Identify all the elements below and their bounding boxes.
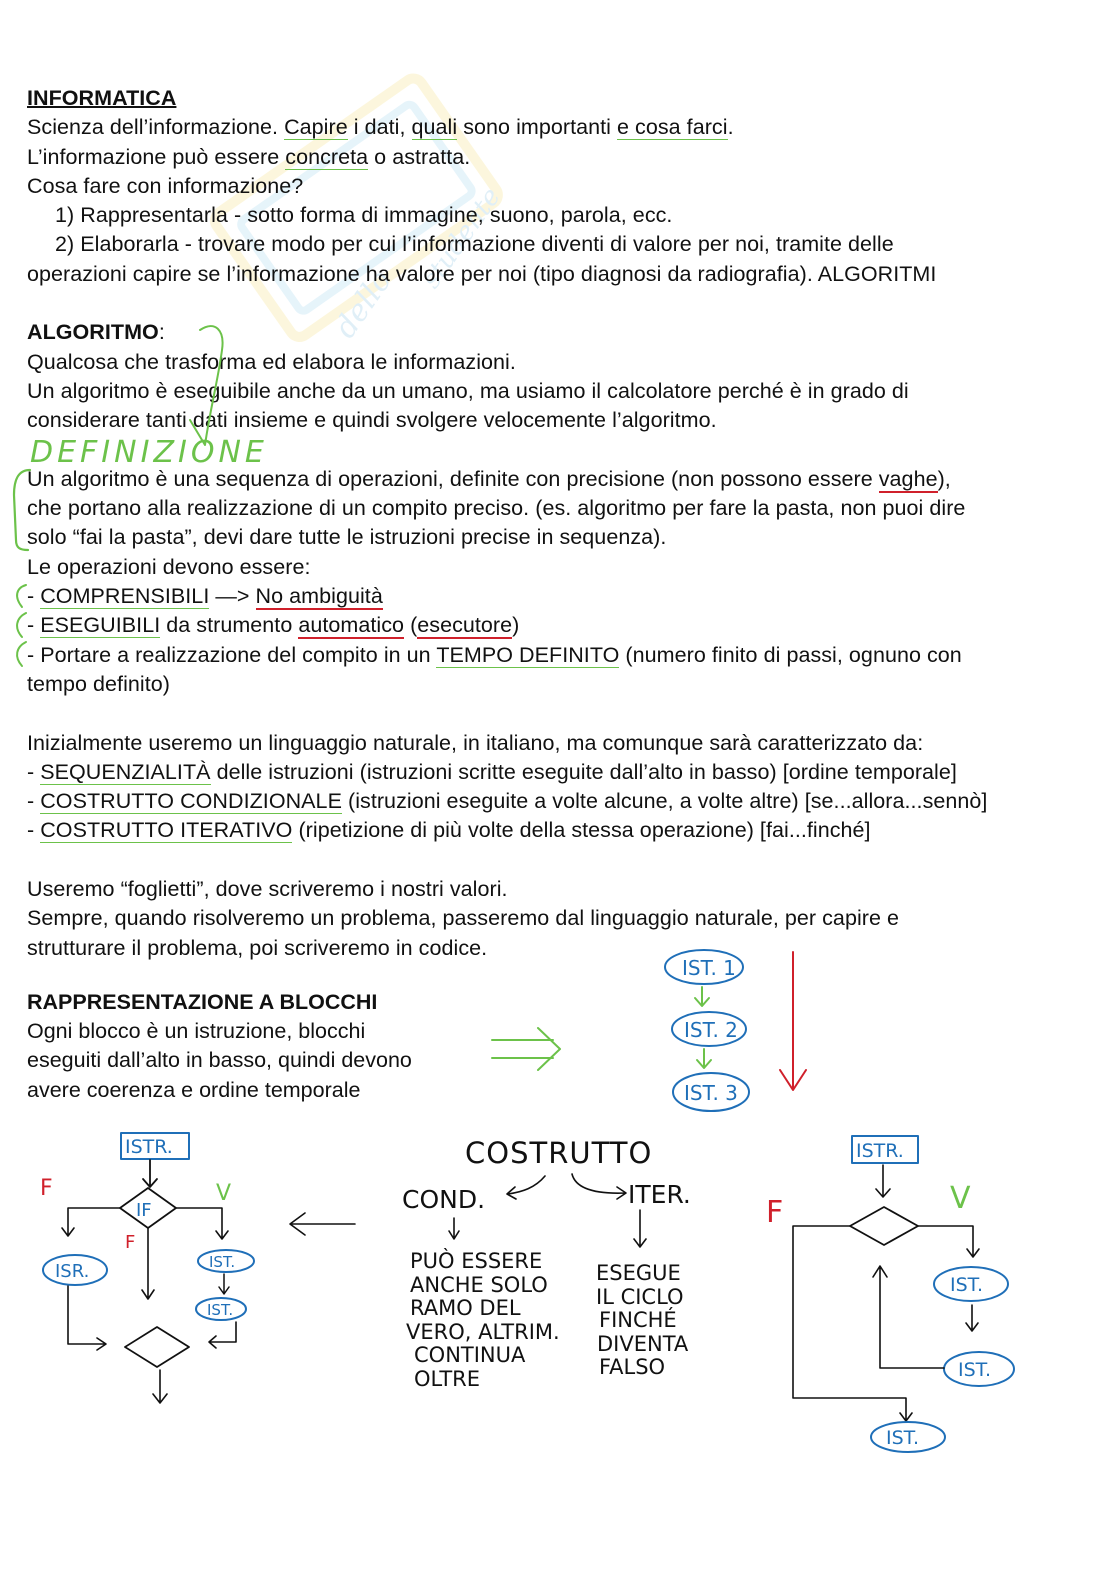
cond-label: COND. — [402, 1185, 486, 1214]
f-label: F — [40, 1176, 53, 1201]
cond-note-line: VERO, ALTRIM. — [406, 1320, 560, 1344]
arrow-down-icon — [697, 1049, 711, 1068]
f-label: F — [766, 1195, 784, 1230]
v-label: V — [216, 1181, 232, 1206]
check-mark-icon — [190, 326, 223, 445]
ist-2-label: IST. 2 — [684, 1018, 738, 1042]
istr-label: ISTR. — [125, 1136, 173, 1158]
blocchi-description: Ogni blocco è un istruzione, blocchi eseguiti dall’alto in basso, quindi devono avere coerenza e ordine temporale — [27, 1019, 412, 1102]
arrow-left-icon — [290, 1213, 355, 1235]
iter-note-line: IL CICLO — [596, 1285, 684, 1309]
line-definizione-2: che portano alla realizzazione di un compito preciso. (es. algoritmo per fare la pasta, non puoi dire — [27, 496, 966, 521]
iter-note-line: DIVENTA — [597, 1332, 689, 1356]
line-eseguibile: Un algoritmo è eseguibile anche da un umano, ma usiamo il calcolatore perché è in grado di — [27, 378, 909, 403]
bracket-list-2 — [17, 613, 26, 637]
bracket-list-1 — [17, 585, 26, 607]
line-trasforma: Qualcosa che trasforma ed elabora le informazioni. — [27, 349, 516, 374]
arrow-down-icon — [695, 987, 709, 1006]
cond-note-line: ANCHE SOLO — [410, 1273, 548, 1297]
list-item-elaborarla-cont: operazioni capire se l’informazione ha valore per noi (tipo diagnosi da radiografia). ALGORITMI — [27, 261, 937, 286]
list-item-comprensibili: - COMPRENSIBILI —> No ambiguità — [27, 584, 383, 609]
double-arrow-icon — [492, 1028, 560, 1070]
ist-label: IST. — [950, 1274, 984, 1296]
line-scienza: Scienza dell’informazione. Capire i dati, quali sono importanti e cosa farci. — [27, 115, 734, 140]
bracket-list-3 — [17, 642, 26, 666]
line-sempre: Sempre, quando risolveremo un problema, passeremo dal linguaggio naturale, per capire e — [27, 906, 900, 931]
iterative-flowchart — [766, 1136, 1014, 1452]
costrutto-notes — [402, 1136, 691, 1391]
title-algoritmo: ALGORITMO: — [27, 320, 165, 345]
list-item-iterativo: - COSTRUTTO ITERATIVO (ripetizione di più volte della stessa operazione) [fai...finché] — [27, 818, 871, 843]
list-item-eseguibili: - ESEGUIBILI da strumento automatico (esecutore) — [27, 613, 520, 638]
cond-note-line: OLTRE — [414, 1367, 481, 1391]
line-definizione-3: solo “fai la pasta”, devi dare tutte le istruzioni precise in sequenza). — [27, 525, 667, 550]
if-label: IF — [136, 1200, 152, 1221]
red-arrow-down-icon — [780, 952, 806, 1090]
loop-diamond — [850, 1207, 918, 1245]
f-label: F — [125, 1232, 136, 1253]
costrutto-title: COSTRUTTO — [465, 1136, 653, 1170]
bracket-definition — [14, 470, 30, 550]
list-item-tempo-cont: tempo definito) — [27, 671, 170, 696]
list-item-elaborarla: 2) Elaborarla - trovare modo per cui l’informazione diventi di valore per noi, tramite delle — [55, 232, 894, 257]
line-informazione: L’informazione può essere concreta o astratta. — [27, 144, 471, 169]
ist-label: IST. — [209, 1253, 236, 1271]
title-informatica: INFORMATICA — [27, 86, 177, 110]
list-item-condizionale: - COSTRUTTO CONDIZIONALE (istruzioni eseguite a volte alcune, a volte altre) [se...allora...sennò] — [27, 789, 988, 814]
line-operazioni-intro: Le operazioni devono essere: — [27, 554, 311, 579]
iter-note-line: FALSO — [599, 1355, 666, 1379]
cond-note-line: CONTINUA — [414, 1343, 526, 1367]
list-item-tempo: - Portare a realizzazione del compito in un TEMPO DEFINITO (numero finito di passi, ognuno con — [27, 642, 962, 667]
line-cosa-fare: Cosa fare con informazione? — [27, 173, 304, 198]
list-item-sequenzialita: - SEQUENZIALITÀ delle istruzioni (istruzioni scritte eseguite dall’alto in basso) [ordine temporale] — [27, 759, 957, 784]
watermark-text-2: studente — [416, 182, 507, 295]
conditional-flowchart — [40, 1133, 254, 1403]
watermark-text-1: dello — [327, 263, 400, 345]
line-linguaggio: Inizialmente useremo un linguaggio naturale, in italiano, ma comunque sarà caratterizzato da: — [27, 730, 924, 755]
iter-note-line: FINCHÉ — [599, 1308, 677, 1332]
ist-1-label: IST. 1 — [682, 956, 736, 980]
line-strutturare: strutturare il problema, poi scriveremo in codice. — [27, 935, 488, 960]
definizione-handwriting: DEFINIZIONE — [30, 435, 268, 470]
iter-label: ITER. — [628, 1180, 691, 1209]
line-definizione-1: Un algoritmo è una sequenza di operazioni, definite con precisione (non possono essere vaghe), — [27, 466, 951, 491]
ist-label: IST. — [958, 1359, 992, 1381]
cond-note-line: RAMO DEL — [410, 1296, 521, 1320]
line-considerare: considerare tanti dati insieme e quindi svolgere velocemente l’algoritmo. — [27, 408, 717, 433]
join-diamond — [125, 1327, 189, 1367]
cond-note-line: PUÒ ESSERE — [410, 1249, 543, 1273]
line-foglietti: Useremo “foglietti”, dove scriveremo i nostri valori. — [27, 877, 508, 902]
istr-label: ISTR. — [856, 1140, 904, 1162]
isr-label: ISR. — [55, 1261, 90, 1282]
ist-label: IST. — [886, 1427, 920, 1449]
title-rappresentazione: RAPPRESENTAZIONE A BLOCCHI — [27, 990, 378, 1014]
v-label: V — [950, 1181, 971, 1216]
ist-label: IST. — [207, 1301, 234, 1319]
sequence-diagram — [665, 950, 806, 1111]
ist-3-label: IST. 3 — [684, 1081, 738, 1105]
list-item-rappresentarla: 1) Rappresentarla - sotto forma di immagine, suono, parola, ecc. — [55, 203, 673, 228]
iter-note-line: ESEGUE — [596, 1261, 681, 1285]
